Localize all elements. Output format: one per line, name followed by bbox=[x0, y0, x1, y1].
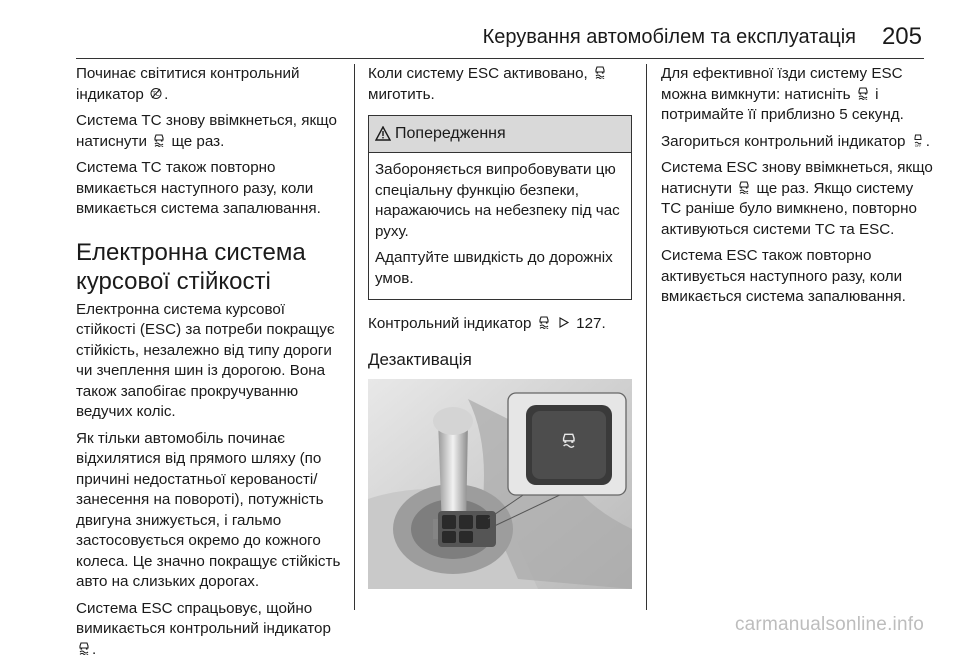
watermark: carmanualsonline.info bbox=[734, 614, 924, 635]
page-number: 205 bbox=[881, 23, 922, 50]
subsection-title: Дезактивація bbox=[368, 349, 472, 369]
paragraph: Контрольний індикатор 127. bbox=[368, 315, 606, 332]
esc-button-photo bbox=[368, 379, 632, 589]
page-header bbox=[0, 0, 960, 58]
paragraph: Система ESC знову ввімкнеться, якщо натиснути ще раз. Якщо систему ТС раніше було вимкнено, повторно активуються системи ТС та ESC. bbox=[661, 159, 933, 238]
esc-skid-icon bbox=[594, 66, 606, 79]
column-middle bbox=[368, 64, 634, 589]
paragraph: Як тільки автомобіль починає відхилятися від прямого шляху (по причині недостатньої керованості/занесення на повороті), потужність двигуна знижується, і гальмо застосовується окремо до кожного колеса. Це значно покращує стійкість авто на слизьких дорогах. bbox=[76, 429, 341, 590]
esc-skid-icon bbox=[78, 642, 90, 655]
esc-off-indicator-icon bbox=[912, 134, 924, 147]
svg-text:OFF: OFF bbox=[914, 143, 922, 147]
paragraph: Починає світитися контрольний індикатор TC . bbox=[76, 65, 300, 103]
paragraph: Для ефективної їзди систему ESC можна вимкнути: натисніть і потримайте її приблизно 5 секунд. bbox=[661, 65, 904, 123]
paragraph: Система ESC спрацьовує, щойно вимикається контрольний індикатор . bbox=[76, 599, 331, 658]
column-divider bbox=[646, 64, 647, 610]
column-divider bbox=[354, 64, 355, 610]
esc-skid-icon bbox=[153, 134, 165, 147]
warning-title: Попередження bbox=[395, 125, 506, 142]
warning-header bbox=[369, 116, 631, 153]
header-divider bbox=[76, 58, 924, 59]
warning-body bbox=[369, 153, 631, 299]
column-left bbox=[76, 64, 346, 666]
paragraph: Забороняється випробовувати цю спеціальну функцію безпеки, наражаючись на небезпеку під час руху. bbox=[375, 161, 620, 240]
esc-skid-icon bbox=[738, 181, 750, 194]
paragraph: Загориться контрольний індикатор OFF . bbox=[661, 132, 930, 150]
column-right bbox=[661, 64, 933, 314]
paragraph: Система ТС також повторно вмикається наступного разу, коли вмикається система запалювання. bbox=[76, 159, 321, 217]
warning-triangle-icon bbox=[375, 126, 391, 141]
paragraph: Електронна система курсової стійкості (ESC) за потреби покращує стійкість, незалежно від типу дороги чи зчеплення шин із дорогою. Вона також запобігає прокручуванню ведучих коліс. bbox=[76, 300, 335, 420]
page-reference[interactable]: 127. bbox=[576, 315, 606, 332]
paragraph: Система ТС знову ввімкнеться, якщо натиснути ще раз. bbox=[76, 112, 337, 150]
chapter-title: Керування автомобілем та експлуатація bbox=[482, 26, 856, 48]
section-title: Електронна система курсової стійкості bbox=[76, 238, 306, 295]
paragraph: Коли систему ESC активовано, миготить. bbox=[368, 64, 634, 105]
tc-off-indicator-icon bbox=[150, 87, 162, 100]
page-reference-arrow-icon[interactable] bbox=[558, 316, 570, 329]
svg-text:TC: TC bbox=[152, 90, 160, 98]
paragraph: Адаптуйте швидкість до дорожніх умов. bbox=[375, 249, 613, 287]
esc-skid-icon bbox=[538, 316, 550, 329]
esc-skid-icon bbox=[857, 87, 869, 100]
warning-box bbox=[368, 115, 632, 300]
paragraph: Система ESC також повторно активується наступного разу, коли вмикається система запалювання. bbox=[661, 247, 906, 305]
